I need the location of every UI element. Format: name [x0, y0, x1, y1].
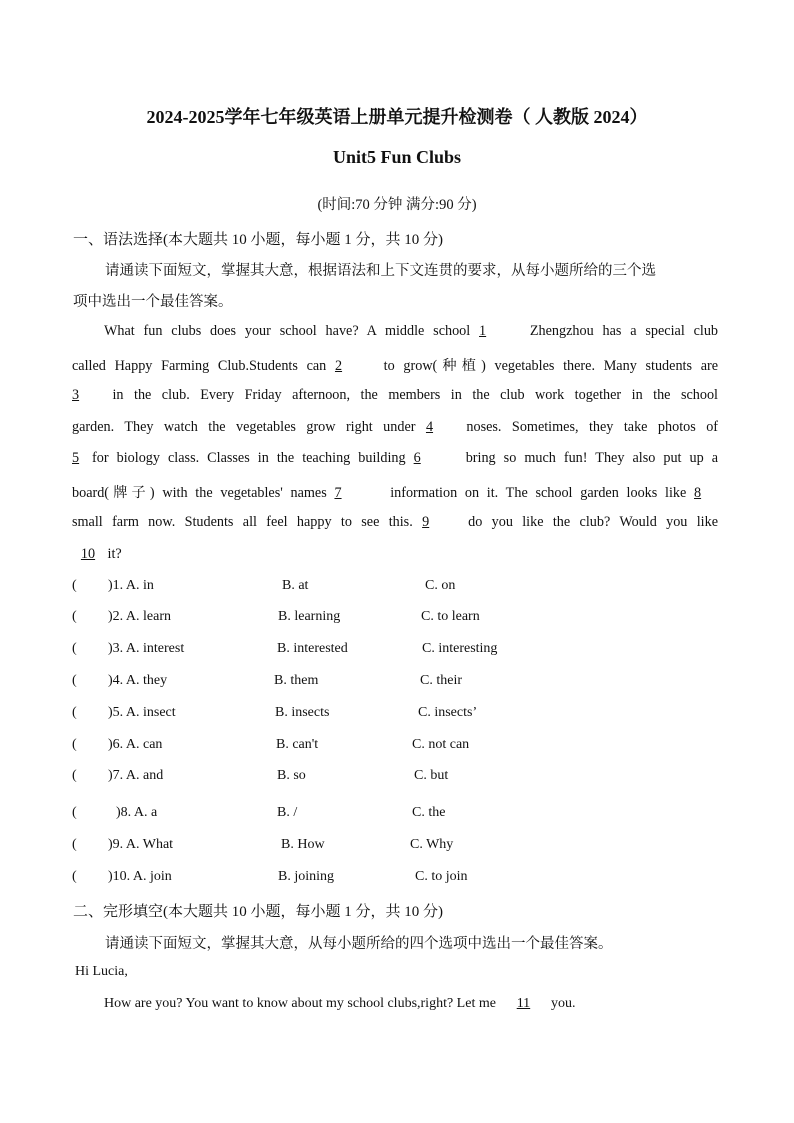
- answer-paren[interactable]: (: [72, 805, 77, 820]
- option-c: C. the: [412, 805, 446, 820]
- option-a: )10. A. join: [108, 869, 172, 884]
- option-c: C. to join: [415, 869, 468, 884]
- option-a: )5. A. insect: [108, 705, 176, 720]
- passage-line-5: [72, 450, 718, 467]
- question-row: [72, 609, 772, 629]
- option-a: )2. A. learn: [108, 609, 171, 624]
- answer-paren[interactable]: (: [72, 609, 77, 624]
- passage-line-1: [72, 323, 718, 340]
- passage-line-6: [72, 482, 718, 502]
- section1-instruction-line1: 请通读下面短文，掌握其大意，根据语法和上下文连贯的要求，从每小题所给的三个选: [105, 263, 656, 279]
- blank-9: 9: [422, 514, 430, 530]
- option-c: C. but: [414, 768, 449, 783]
- option-a: )6. A. can: [108, 737, 163, 752]
- option-a: )9. A. What: [108, 837, 174, 852]
- option-b: B. joining: [278, 869, 335, 884]
- option-b: B. /: [277, 805, 298, 820]
- blank-1: 1: [479, 323, 487, 339]
- option-a: )3. A. interest: [108, 641, 185, 656]
- option-c: C. to learn: [421, 609, 480, 624]
- question-row: [72, 837, 772, 857]
- passage-text: it?: [107, 546, 122, 562]
- passage-line-3: [72, 387, 718, 404]
- option-a: )1. A. in: [108, 578, 154, 593]
- document-title: 2024-2025学年七年级英语上册单元提升检测卷（ 人教版 2024）: [146, 107, 648, 127]
- blank-7: 7: [334, 485, 342, 501]
- passage-text: garden. They watch the vegetables grow right under: [72, 419, 416, 435]
- passage-line-8: [72, 546, 718, 563]
- answer-paren[interactable]: (: [72, 673, 77, 688]
- section2-instruction: 请通读下面短文，掌握其大意，从每小题所给的四个选项中选出一个最佳答案。: [105, 936, 613, 952]
- option-b: B. them: [274, 673, 319, 688]
- option-c: C. insects’: [418, 705, 478, 720]
- passage-text: to grow(种植) vegetables there. Many students are: [383, 358, 719, 374]
- question-row: [72, 737, 772, 757]
- option-a: )8. A. a: [116, 805, 158, 820]
- letter-text: How are you? You want to know about my school clubs,right? Let me: [104, 996, 496, 1011]
- option-a: )7. A. and: [108, 768, 164, 783]
- blank-5: 5: [72, 450, 80, 466]
- answer-paren[interactable]: (: [72, 737, 77, 752]
- answer-paren[interactable]: (: [72, 641, 77, 656]
- question-row: [72, 641, 772, 661]
- option-b: B. can't: [276, 737, 319, 752]
- option-b: B. How: [281, 837, 325, 852]
- option-b: B. at: [282, 578, 309, 593]
- option-b: B. insects: [275, 705, 330, 720]
- section1-instruction-line2: 项中选出一个最佳答案。: [73, 294, 233, 310]
- option-b: B. interested: [277, 641, 348, 656]
- question-row: [72, 673, 772, 693]
- blank-2: 2: [334, 358, 343, 374]
- section1-heading: 一、语法选择(本大题共 10 小题，每小题 1 分，共 10 分): [73, 232, 443, 248]
- blank-10: 10: [80, 546, 96, 562]
- passage-line-2: [72, 355, 718, 375]
- question-row: [72, 578, 772, 598]
- passage-text: bring so much fun! They also put up a: [465, 450, 719, 466]
- answer-paren[interactable]: (: [72, 705, 77, 720]
- letter-text: you.: [550, 996, 576, 1011]
- option-b: B. so: [277, 768, 306, 783]
- passage-text: called Happy Farming Club.Students can: [72, 358, 327, 374]
- question-row: [72, 869, 772, 889]
- answer-paren[interactable]: (: [72, 578, 77, 593]
- passage-text: Zhengzhou has a special club: [529, 323, 719, 339]
- passage-line-4: [72, 419, 718, 436]
- answer-paren[interactable]: (: [72, 869, 77, 884]
- passage-text: do you like the club? Would you like: [468, 514, 719, 530]
- passage-text: noses. Sometimes, they take photos of: [466, 419, 719, 435]
- option-a: )4. A. they: [108, 673, 168, 688]
- passage-text: What fun clubs does your school have? A middle school: [104, 323, 471, 339]
- passage-text: information on it. The school garden looks like: [390, 485, 687, 501]
- passage-text: small farm now. Students all feel happy to see this.: [72, 514, 413, 530]
- question-row: [72, 768, 772, 788]
- option-c: C. their: [420, 673, 462, 688]
- answer-paren[interactable]: (: [72, 837, 77, 852]
- letter-line-1: [104, 996, 575, 1012]
- passage-line-7: [72, 514, 718, 531]
- blank-3: 3: [72, 387, 80, 403]
- question-row: [72, 805, 772, 825]
- option-b: B. learning: [278, 609, 341, 624]
- passage-text: in the club. Every Friday afternoon, the members in the club work together in the school: [112, 387, 718, 403]
- option-c: C. not can: [412, 737, 470, 752]
- passage-text: for biology class. Classes in the teaching building: [92, 450, 406, 466]
- option-c: C. Why: [410, 837, 454, 852]
- letter-greeting: Hi Lucia,: [75, 964, 128, 979]
- option-c: C. on: [425, 578, 456, 593]
- question-row: [72, 705, 772, 725]
- unit-title: Unit5 Fun Clubs: [332, 147, 462, 167]
- section2-heading: 二、完形填空(本大题共 10 小题，每小题 1 分，共 10 分): [73, 904, 443, 920]
- answer-paren[interactable]: (: [72, 768, 77, 783]
- passage-text: board(牌子) with the vegetables' names: [72, 485, 327, 501]
- blank-11: 11: [516, 996, 531, 1011]
- blank-6: 6: [413, 450, 421, 466]
- time-score-info: (时间:70 分钟 满分:90 分): [317, 197, 477, 213]
- blank-4: 4: [425, 419, 434, 435]
- blank-8: 8: [694, 485, 702, 501]
- option-c: C. interesting: [422, 641, 498, 656]
